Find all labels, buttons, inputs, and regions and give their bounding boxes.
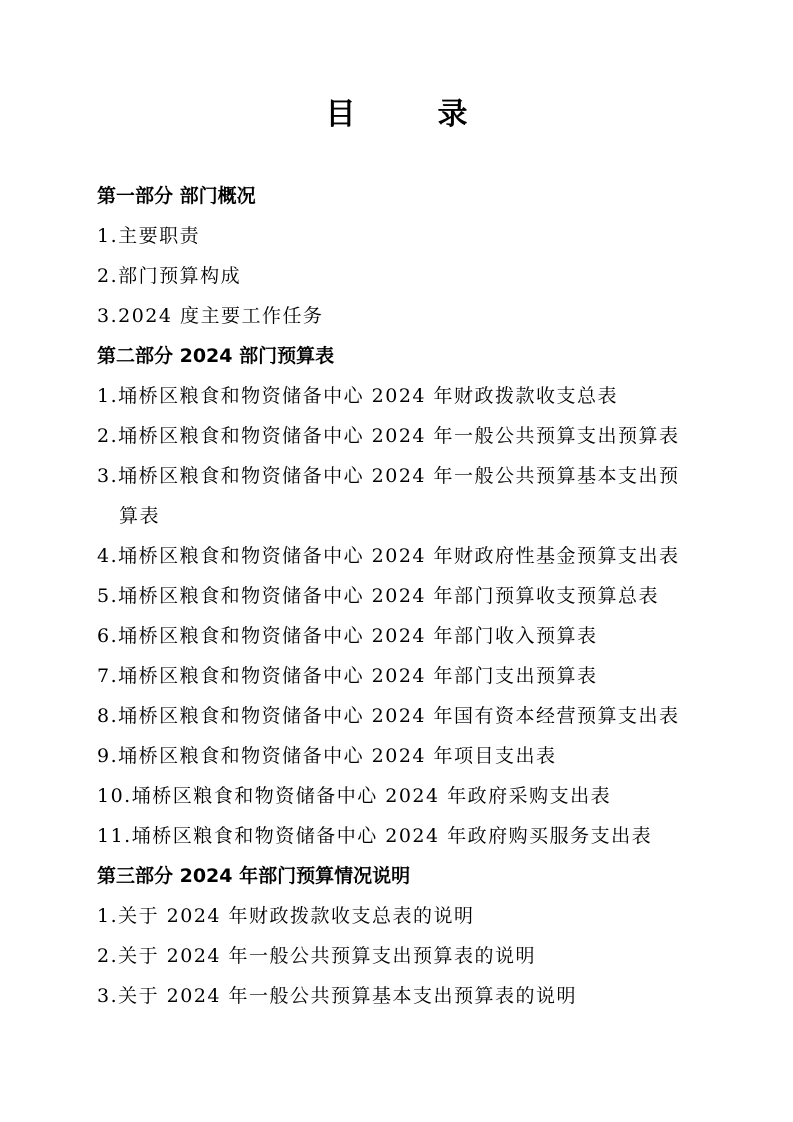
toc-entry: 1.关于 2024 年财政拨款收支总表的说明 (97, 905, 475, 927)
section-heading-part3: 第三部分 2024 年部门预算情况说明 (97, 865, 411, 887)
toc-entry: 9.埇桥区粮食和物资储备中心 2024 年项目支出表 (97, 745, 557, 767)
toc-entry: 4.埇桥区粮食和物资储备中心 2024 年财政府性基金预算支出表 (97, 545, 680, 567)
toc-entry: 10.埇桥区粮食和物资储备中心 2024 年政府采购支出表 (97, 785, 612, 807)
toc-entry: 2.关于 2024 年一般公共预算支出预算表的说明 (97, 945, 537, 967)
toc-entry-continuation: 算表 (119, 505, 161, 527)
toc-entry: 3.关于 2024 年一般公共预算基本支出预算表的说明 (97, 985, 578, 1007)
toc-entry: 6.埇桥区粮食和物资储备中心 2024 年部门收入预算表 (97, 625, 598, 647)
toc-entry: 11.埇桥区粮食和物资储备中心 2024 年政府购买服务支出表 (97, 825, 653, 847)
toc-entry: 8.埇桥区粮食和物资储备中心 2024 年国有资本经营预算支出表 (97, 705, 680, 727)
toc-entry: 7.埇桥区粮食和物资储备中心 2024 年部门支出预算表 (97, 665, 598, 687)
toc-entry: 1.主要职责 (97, 225, 201, 247)
section-heading-part2: 第二部分 2024 部门预算表 (97, 345, 335, 367)
table-of-contents (97, 176, 717, 1016)
toc-entry: 5.埇桥区粮食和物资储备中心 2024 年部门预算收支预算总表 (97, 585, 660, 607)
toc-entry: 2.埇桥区粮食和物资储备中心 2024 年一般公共预算支出预算表 (97, 425, 680, 447)
page-title: 目 录 (325, 97, 494, 132)
toc-entry: 3.埇桥区粮食和物资储备中心 2024 年一般公共预算基本支出预 (97, 465, 680, 487)
toc-entry: 1.埇桥区粮食和物资储备中心 2024 年财政拨款收支总表 (97, 385, 619, 407)
toc-entry: 3.2024 度主要工作任务 (97, 305, 324, 327)
toc-entry: 2.部门预算构成 (97, 265, 242, 287)
section-heading-part1: 第一部分 部门概况 (97, 185, 256, 207)
